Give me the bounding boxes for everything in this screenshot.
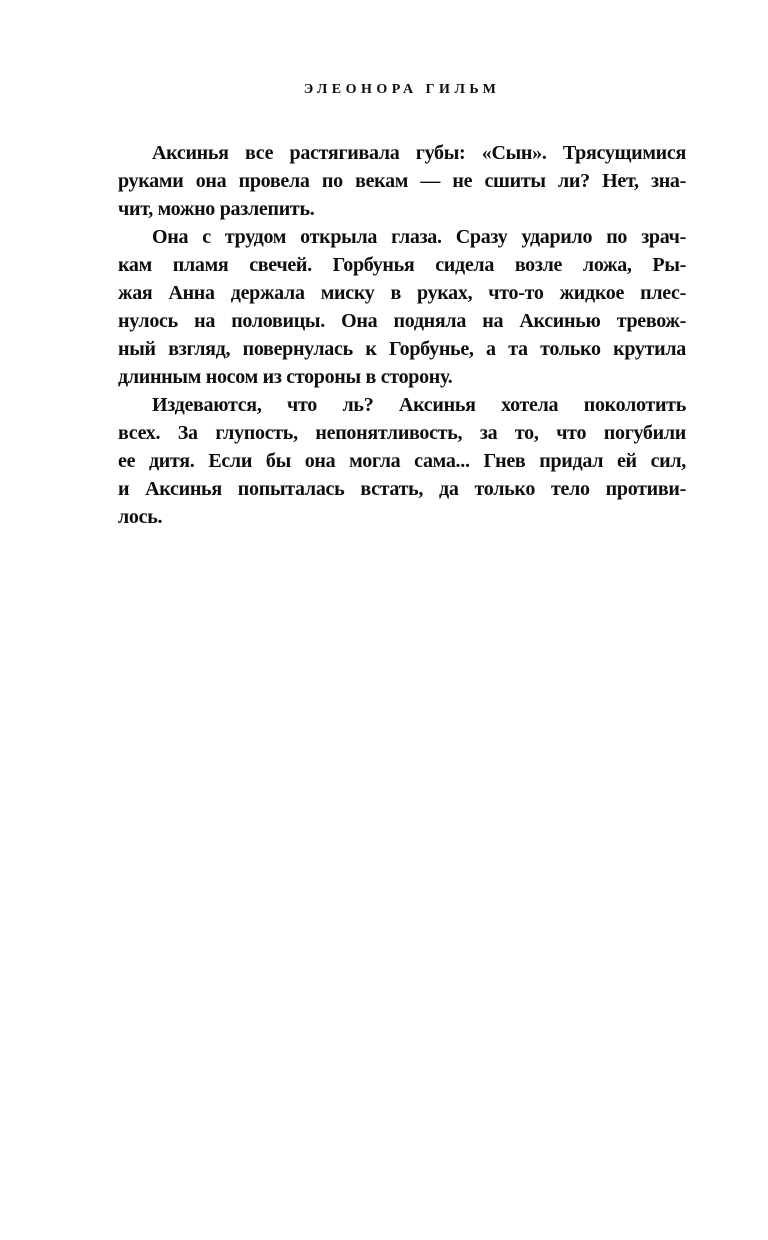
page-header-author: ЭЛЕОНОРА ГИЛЬМ [303, 82, 501, 97]
text-line: и Аксинья попыталась встать, да только тело противи- [118, 478, 686, 500]
text-line: Она с трудом открыла глаза. Сразу ударило по зрач- [152, 226, 686, 248]
text-line: всех. За глупость, непонятливость, за то, что погубили [118, 422, 686, 444]
text-line: Издеваются, что ль? Аксинья хотела поколотить [152, 394, 686, 416]
text-line: жая Анна держала миску в руках, что-то жидкое плес- [118, 282, 686, 304]
text-line: Аксинья все растягивала губы: «Сын». Трясущимися [152, 142, 686, 164]
text-line: лось. [118, 506, 163, 528]
text-line: чит, можно разлепить. [118, 198, 315, 220]
text-line: ее дитя. Если бы она могла сама... Гнев придал ей сил, [118, 450, 686, 472]
text-line: длинным носом из стороны в сторону. [118, 366, 453, 388]
text-line: ный взгляд, повернулась к Горбунье, а та только крутила [118, 338, 686, 360]
text-block [118, 139, 686, 531]
text-line: руками она провела по векам — не сшиты ли? Нет, зна- [118, 170, 686, 192]
text-line: кам пламя свечей. Горбунья сидела возле ложа, Ры- [118, 254, 686, 276]
text-line: нулось на половицы. Она подняла на Аксинью тревож- [118, 310, 686, 332]
